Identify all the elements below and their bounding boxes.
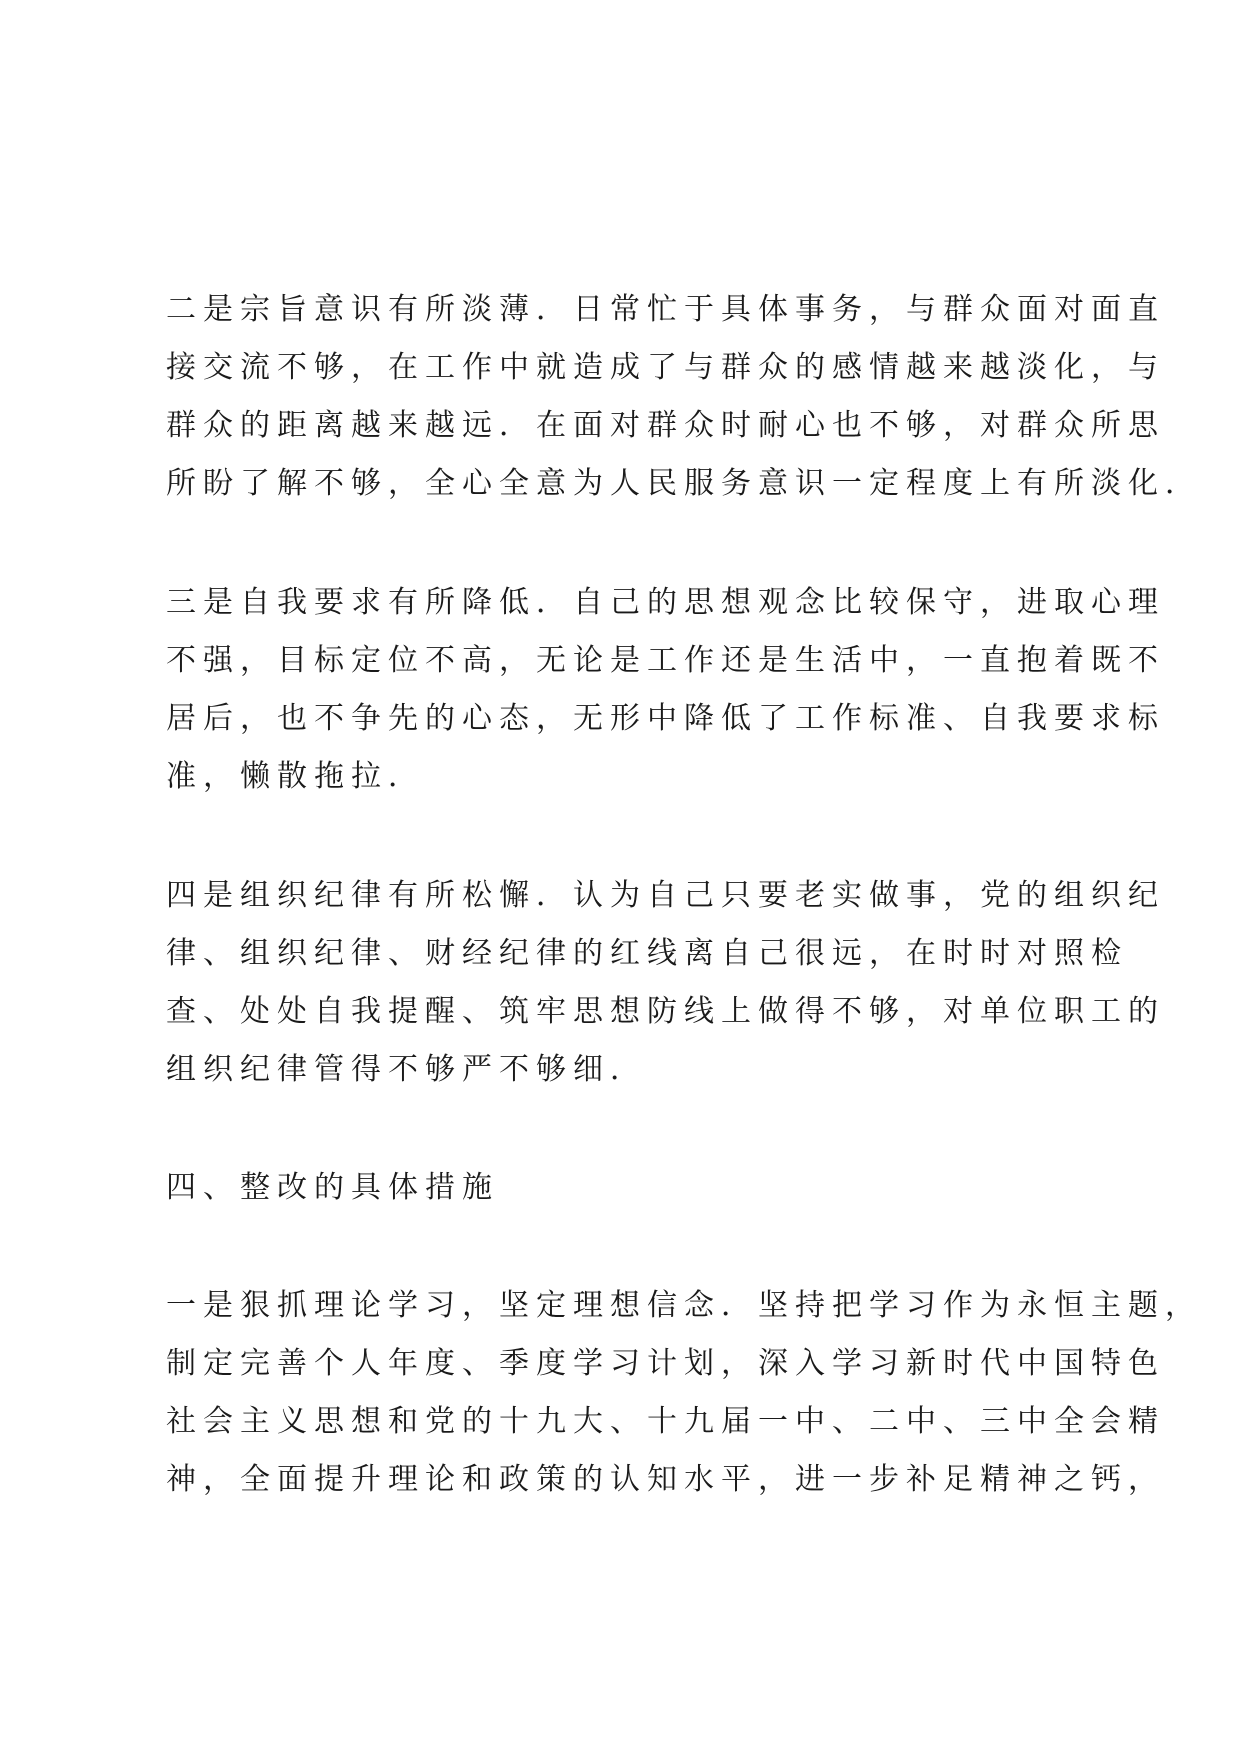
text-line: 不强，目标定位不高，无论是工作还是生活中，一直抱着既不 — [166, 643, 1165, 678]
text-line: 所盼了解不够，全心全意为人民服务意识一定程度上有所淡化． — [166, 466, 1202, 501]
text-line: 制定完善个人年度、季度学习计划，深入学习新时代中国特色 — [166, 1346, 1165, 1381]
text-line: 二是宗旨意识有所淡薄．日常忙于具体事务，与群众面对面直 — [166, 292, 1165, 327]
text-line: 接交流不够，在工作中就造成了与群众的感情越来越淡化，与 — [166, 350, 1165, 385]
text-line: 律、组织纪律、财经纪律的红线离自己很远，在时时对照检 — [166, 936, 1128, 971]
text-line: 一是狠抓理论学习，坚定理想信念．坚持把学习作为永恒主题， — [166, 1288, 1202, 1323]
text-line: 四是组织纪律有所松懈．认为自己只要老实做事，党的组织纪 — [166, 878, 1165, 913]
text-line: 组织纪律管得不够严不够细． — [166, 1052, 647, 1087]
text-line: 居后，也不争先的心态，无形中降低了工作标准、自我要求标 — [166, 701, 1165, 736]
text-line: 准，懒散拖拉． — [166, 759, 425, 794]
text-line: 三是自我要求有所降低．自己的思想观念比较保守，进取心理 — [166, 585, 1165, 620]
text-line: 查、处处自我提醒、筑牢思想防线上做得不够，对单位职工的 — [166, 994, 1165, 1029]
section-heading: 四、整改的具体措施 — [166, 1170, 499, 1205]
text-line: 群众的距离越来越远．在面对群众时耐心也不够，对群众所思 — [166, 408, 1165, 443]
text-line: 社会主义思想和党的十九大、十九届一中、二中、三中全会精 — [166, 1404, 1165, 1439]
text-line: 神，全面提升理论和政策的认知水平，进一步补足精神之钙， — [166, 1462, 1165, 1497]
